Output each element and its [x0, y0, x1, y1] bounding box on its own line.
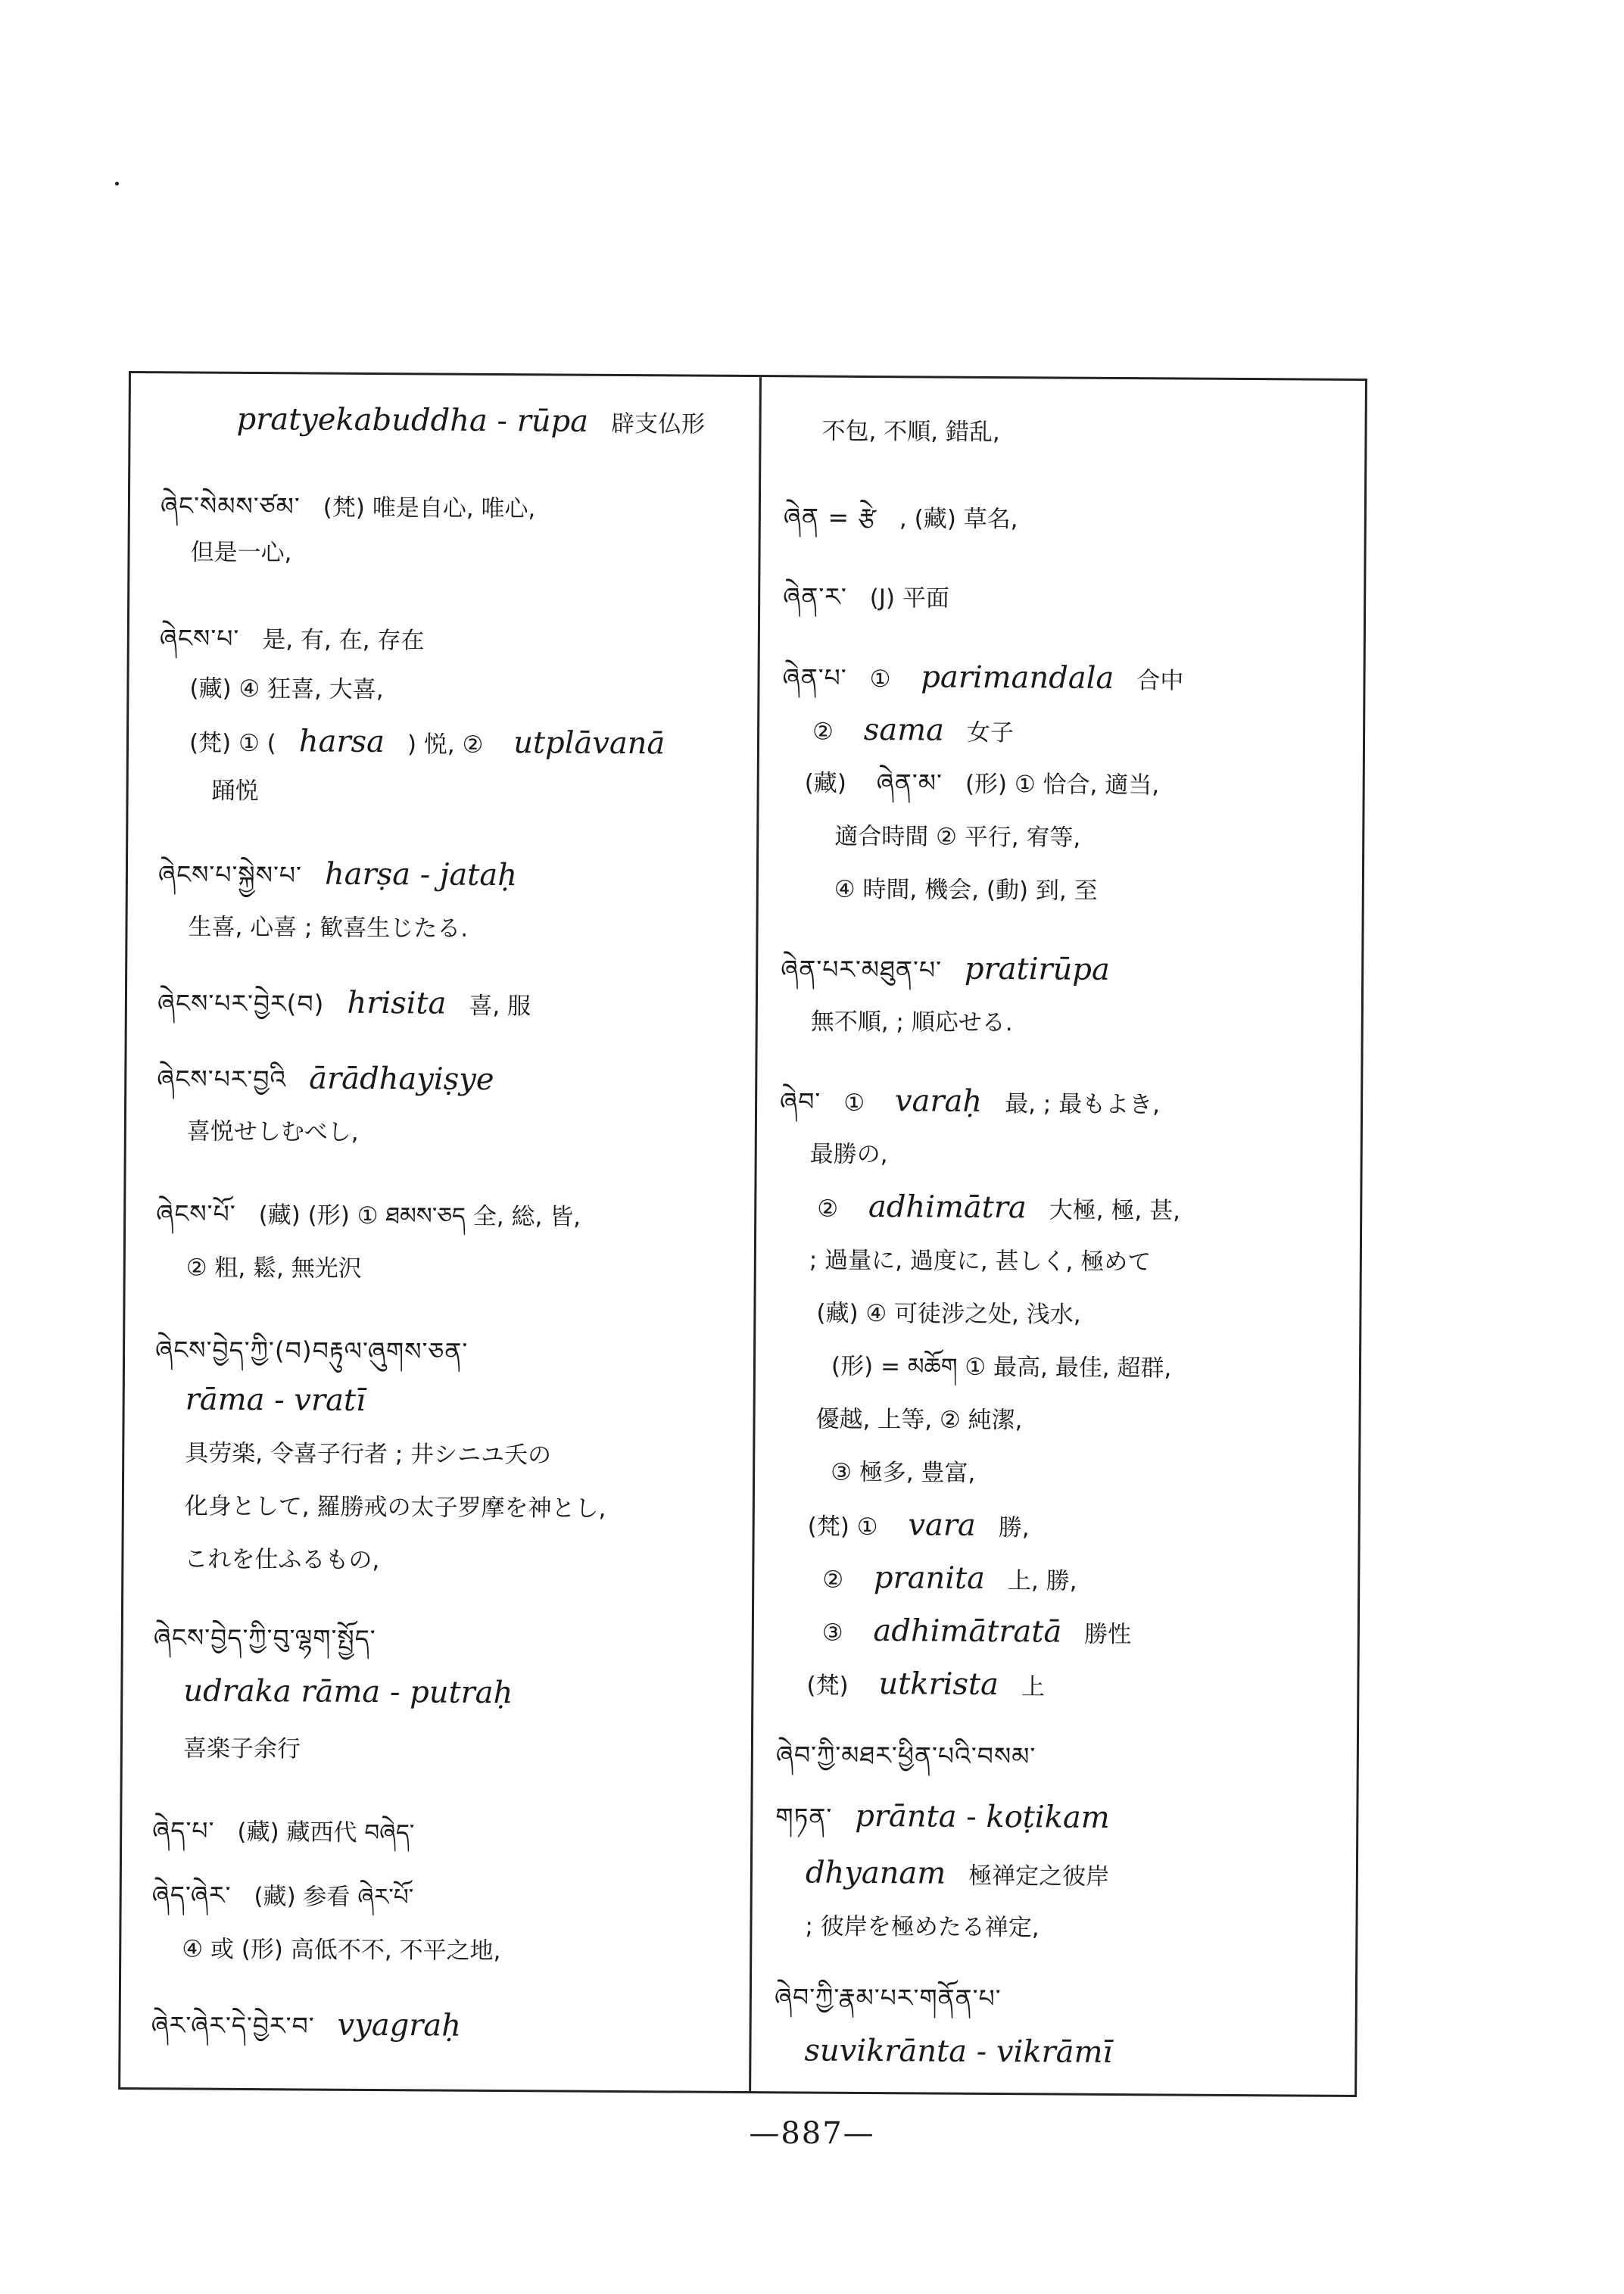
- entry-line: [834, 874, 1098, 906]
- gloss-text: 最勝の,: [809, 1140, 888, 1169]
- entry-line: [190, 537, 291, 569]
- tibetan-text: ཞེངས་བྱེད་ཀྱི་བུ་ལྷག་སྤྱོད་: [153, 1622, 376, 1654]
- entry-line: [817, 1189, 1181, 1226]
- entry-line: [821, 416, 1000, 447]
- gloss-text: (藏) (形) ① ཐམས་ཅད 全, 総, 皆,: [258, 1202, 581, 1231]
- gloss-text: ②: [822, 1566, 852, 1594]
- gloss-text: 極禅定之彼岸: [968, 1862, 1110, 1890]
- gloss-text: ) 悦, ②: [407, 731, 491, 759]
- entry-line: [189, 725, 665, 761]
- sanskrit-text: hrisita: [347, 985, 447, 1021]
- gloss-text: 不包, 不順, 錯乱,: [821, 417, 1000, 447]
- tibetan-text: ཞེབ་ཀྱི་རྣམ་པར་གནོན་པ་: [774, 1982, 1002, 2014]
- gloss-text: (J) 平面: [869, 584, 950, 612]
- tibetan-text: ཞེན་ར་: [783, 581, 847, 612]
- sanskrit-text: adhimātratā: [873, 1613, 1062, 1650]
- gloss-text: (藏): [804, 769, 854, 797]
- entry-line: [183, 1732, 301, 1764]
- gloss-text: 但是一心,: [190, 538, 292, 567]
- tibetan-text: ཞེན་པ་: [782, 662, 847, 693]
- entry-line: [185, 1384, 366, 1417]
- entry-line: [812, 712, 1015, 749]
- entry-line: [155, 1335, 468, 1367]
- tibetan-text: ཞེན་མ་: [876, 768, 943, 798]
- entry-line: [806, 1857, 1110, 1891]
- gloss-text: 生喜, 心喜 ; 歓喜生じたる.: [188, 913, 469, 943]
- gloss-text: (藏) 藏西代 བཞེད་: [237, 1818, 415, 1847]
- entry-line: [158, 858, 517, 892]
- entry-line: [816, 1298, 1080, 1330]
- gloss-text: (梵) ① (: [189, 729, 276, 758]
- entry-line: [811, 1006, 1013, 1039]
- entry-line: [156, 1198, 581, 1232]
- gloss-text: 上: [1021, 1673, 1045, 1701]
- gloss-text: これを仕ふるもの,: [184, 1545, 380, 1575]
- entry-line: [157, 1062, 494, 1096]
- entry-line: [185, 1437, 551, 1470]
- entry-line: [211, 775, 258, 806]
- entry-line: [185, 1490, 606, 1523]
- tibetan-text: ཞེང་སེམས་ཙམ་: [160, 491, 301, 522]
- page-number: —887—: [749, 2116, 875, 2151]
- entry-line: [781, 952, 1110, 986]
- entry-line: [784, 502, 1018, 535]
- tibetan-text: ཞེན = རྩེ: [783, 502, 877, 533]
- tibetan-text: ཞེབ་ཀྱི་མཐར་ཕྱིན་པའི་བསམ་: [775, 1740, 1036, 1772]
- entry-line: [815, 1404, 1022, 1436]
- sanskrit-text: harṣa - jataḥ: [324, 856, 518, 893]
- sanskrit-text: pratyekabuddha - rūpa: [236, 401, 589, 439]
- sanskrit-text: sama: [863, 712, 945, 748]
- sanskrit-text: pratirūpa: [964, 951, 1110, 987]
- gloss-text: 喜悦せしむべし,: [186, 1117, 359, 1146]
- entry-line: [154, 1622, 376, 1654]
- entry-line: [831, 1351, 1172, 1384]
- speck-mark: [115, 182, 119, 185]
- entry-line: [810, 1139, 888, 1170]
- gloss-text: 辟支仏形: [610, 410, 706, 438]
- gloss-text: 化身として, 羅勝戒の太子罗摩を神とし,: [184, 1492, 606, 1523]
- gloss-text: 大極, 極, 甚,: [1049, 1196, 1181, 1225]
- sanskrit-text: adhimātra: [868, 1189, 1027, 1226]
- entry-line: [806, 1666, 1045, 1703]
- sanskrit-text: harsa: [298, 724, 385, 760]
- gloss-text: (梵) ①: [807, 1513, 886, 1541]
- gloss-text: ② 粗, 鬆, 無光沢: [185, 1254, 362, 1283]
- gloss-text: ②: [817, 1195, 846, 1223]
- entry-line: [151, 2009, 462, 2042]
- sanskrit-text: utkrista: [878, 1666, 999, 1703]
- entry-line: [775, 1800, 1110, 1834]
- entry-line: [152, 1880, 414, 1912]
- sanskrit-text: vara: [908, 1507, 976, 1543]
- gloss-text: 踊悦: [211, 777, 259, 806]
- tibetan-text: ཞེན་པར་མཐུན་པ་: [781, 954, 943, 985]
- gloss-text: (藏) ④ 狂喜, 大喜,: [189, 675, 384, 704]
- tibetan-text: ཞེབ་: [780, 1086, 821, 1117]
- entry-line: [809, 1245, 1152, 1278]
- gloss-text: ; 過量に, 過度に, 甚しく, 極めて: [809, 1246, 1152, 1276]
- entry-line: [834, 821, 1080, 853]
- left-column: [120, 373, 759, 2091]
- gloss-text: (形) ① 恰合, 適当,: [965, 770, 1160, 799]
- sanskrit-text: suvikrānta - vikrāmī: [804, 2033, 1113, 2070]
- entry-line: [184, 1543, 379, 1576]
- right-column: [751, 377, 1365, 2095]
- gloss-text: 喜楽子余行: [182, 1735, 301, 1763]
- tibetan-text: ཞེངས་པོ་: [156, 1198, 236, 1229]
- gloss-text: ①: [843, 1089, 873, 1117]
- entry-line: [152, 1816, 414, 1848]
- entry-line: [780, 1085, 1160, 1120]
- entry-line: [236, 401, 706, 440]
- gloss-text: 喜, 服: [469, 992, 531, 1021]
- entry-line: [182, 1933, 500, 1966]
- sanskrit-text: vyagraḥ: [337, 2007, 462, 2043]
- tibetan-text: ཞེངས་པར་བྱའི: [157, 1064, 287, 1095]
- gloss-text: ; 彼岸を極めたる禅定,: [805, 1912, 1040, 1942]
- gloss-text: 是, 有, 在, 存在: [262, 626, 425, 655]
- sanskrit-text: dhyanam: [805, 1855, 946, 1891]
- entry-line: [775, 1982, 1002, 2014]
- gloss-text: (形) = མཆོག ① 最高, 最佳, 超群,: [831, 1352, 1172, 1382]
- tibetan-text: ཞེངས་པ་སྐྱེས་པ་: [157, 859, 303, 890]
- gloss-text: 最, ; 最もよき,: [1005, 1090, 1161, 1119]
- sanskrit-text: prānta - koṭikam: [855, 1798, 1110, 1835]
- tibetan-text: ཞེད་ཞེར་: [151, 1880, 232, 1910]
- gloss-text: (藏) ④ 可徒涉之处, 浅水,: [816, 1299, 1081, 1329]
- gloss-text: 具劳楽, 令喜子行者 ; 井シニユ夭の: [185, 1439, 552, 1470]
- sanskrit-text: ārādhayiṣye: [309, 1061, 494, 1097]
- gloss-text: ①: [869, 665, 899, 693]
- tibetan-text: ཞེངས་པ་: [159, 623, 240, 653]
- sanskrit-text: rāma - vratī: [185, 1382, 366, 1418]
- tibetan-text: ཞེད་པ་: [152, 1816, 215, 1846]
- sanskrit-text: pranita: [873, 1560, 986, 1596]
- entry-line: [776, 1740, 1036, 1772]
- entry-line: [804, 2035, 1112, 2068]
- gloss-text: 勝性: [1084, 1620, 1132, 1649]
- gloss-text: (藏) 参看 ཞེར་པོ་: [254, 1883, 414, 1912]
- gloss-text: 上, 勝,: [1007, 1567, 1077, 1595]
- sanskrit-text: varaḥ: [894, 1083, 983, 1119]
- entry-line: [183, 1675, 513, 1710]
- entry-line: [783, 581, 949, 613]
- sanskrit-text: utplāvanā: [513, 725, 665, 762]
- entry-line: [805, 1910, 1039, 1943]
- gloss-text: ④ 或 (形) 高低不不, 不平之地,: [182, 1935, 501, 1965]
- entry-line: [186, 1251, 362, 1283]
- tibetan-text: ཞེར་ཞེར་དེ་བྱེར་བ་: [151, 2010, 315, 2041]
- entry-line: [807, 1507, 1030, 1544]
- entry-line: [160, 623, 425, 656]
- gloss-text: ②: [812, 718, 841, 746]
- gloss-text: 無不順, ; 順応せる.: [810, 1008, 1013, 1037]
- gloss-text: (梵): [806, 1672, 856, 1700]
- gloss-text: 優越, 上等, ② 純潔,: [815, 1405, 1023, 1435]
- gloss-text: ③: [821, 1619, 851, 1647]
- gloss-text: 合中: [1136, 667, 1184, 695]
- gloss-text: (梵) 唯是自心, 唯心,: [323, 494, 536, 523]
- tibetan-text: གཏན་: [775, 1802, 833, 1832]
- entry-line: [821, 1613, 1132, 1650]
- gloss-text: ③ 極多, 豊富,: [831, 1458, 976, 1487]
- tibetan-text: ཞེངས་པར་བྱེར(བ): [157, 988, 325, 1019]
- entry-line: [189, 672, 383, 705]
- entry-line: [187, 1115, 359, 1147]
- gloss-text: 勝,: [998, 1514, 1030, 1542]
- sanskrit-text: parimandala: [921, 659, 1114, 696]
- entry-line: [157, 986, 531, 1021]
- sanskrit-text: udraka rāma - putraḥ: [183, 1673, 513, 1711]
- gloss-text: , (藏) 草名,: [899, 505, 1018, 534]
- gloss-text: 適合時間 ② 平行, 宥等,: [834, 822, 1081, 852]
- entry-line: [831, 1457, 975, 1488]
- tibetan-text: ཞེངས་བྱེད་ཀྱི་(བ)བརྟུལ་ཞུགས་ཅན་: [154, 1335, 469, 1367]
- gloss-text: ④ 時間, 機会, (動) 到, 至: [834, 875, 1098, 905]
- entry-line: [822, 1560, 1077, 1597]
- entry-line: [188, 911, 468, 943]
- entry-line: [782, 661, 1183, 696]
- entry-line: [161, 491, 536, 524]
- entry-line: [805, 767, 1160, 800]
- dictionary-frame: [118, 371, 1367, 2097]
- gloss-text: 女子: [966, 718, 1015, 747]
